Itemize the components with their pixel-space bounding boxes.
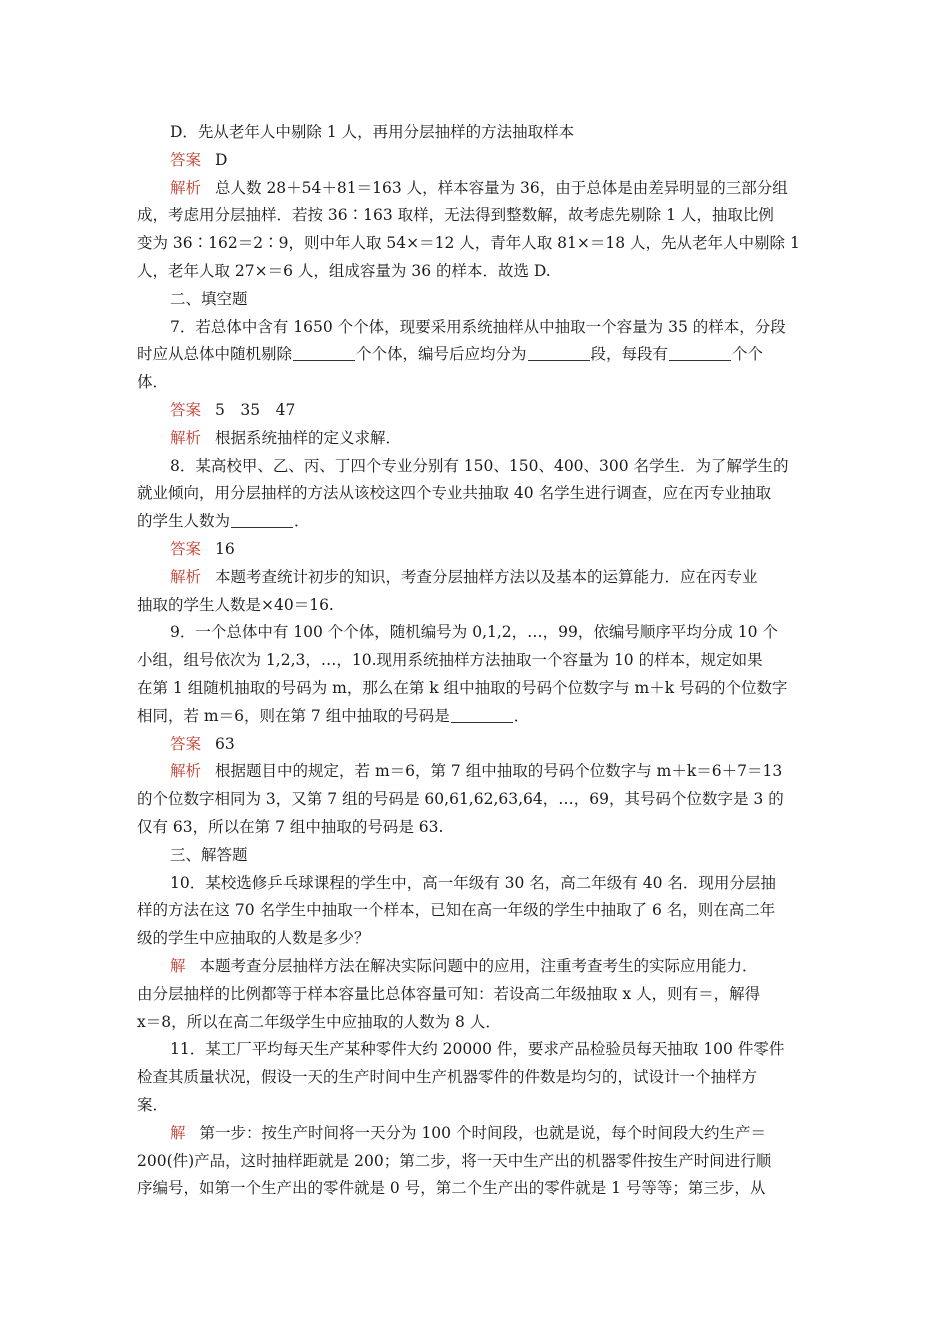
- line-text: 级的学生中应抽取的人数是多少？: [137, 929, 370, 947]
- line-text: x＝8，所以在高二年级学生中应抽取的人数为 8 人．: [137, 1013, 501, 1031]
- text-line: [137, 924, 817, 952]
- text-line: [170, 174, 817, 202]
- line-text: 本题考查分层抽样方法在解决实际问题中的应用，注重考查考生的实际应用能力．: [199, 957, 758, 975]
- line-text: 相同，若 m＝6，则在第 7 组中抽取的号码是: [137, 707, 450, 725]
- line-text: 总人数 28＋54＋81＝163 人，样本容量为 36，由于总体是由差异明显的三部分组: [215, 179, 788, 197]
- text-line: [137, 702, 817, 730]
- text-line: [137, 340, 817, 368]
- line-text: 本题考查统计初步的知识，考查分层抽样方法以及基本的运算能力．应在丙专业: [215, 568, 758, 586]
- text-line: [170, 285, 817, 313]
- line-text: 小组，组号依次为 1,2,3，…，10.现用系统抽样方法抽取一个容量为 10 的样本，规定如果: [137, 651, 763, 669]
- answer-blank: [669, 344, 731, 361]
- line-text: 根据系统抽样的定义求解．: [215, 429, 402, 447]
- section-label: 解析: [170, 429, 202, 447]
- line-text: 抽取的学生人数是×40＝16.: [137, 596, 334, 614]
- line-text: 7．若总体中含有 1650 个个体，现要采用系统抽样从中抽取一个容量为 35 的样本，分段: [170, 318, 786, 336]
- line-text: 段，每段有: [590, 345, 669, 363]
- section-label: 解: [170, 1124, 186, 1142]
- section-label: 答案: [170, 540, 202, 558]
- text-line: [170, 424, 817, 452]
- line-text: 个个体，编号后应均分为: [356, 345, 527, 363]
- section-label: 解析: [170, 568, 202, 586]
- section-label: 答案: [170, 151, 202, 169]
- line-text: 10．某校选修乒乓球课程的学生中，高一年级有 30 名，高二年级有 40 名．现用分层抽: [170, 874, 776, 892]
- line-text: ．: [513, 707, 530, 725]
- line-text: 的个位数字相同为 3，又第 7 组的号码是 60,61,62,63,64，…，69，其号码个位数字是 3 的: [137, 790, 784, 808]
- text-line: [170, 757, 817, 785]
- section-label: 答案: [170, 735, 202, 753]
- text-line: [170, 841, 817, 869]
- text-line: [137, 896, 817, 924]
- line-text: ．: [294, 512, 310, 530]
- text-line: [137, 813, 817, 841]
- text-line: [137, 591, 817, 619]
- line-text: 16: [215, 540, 235, 558]
- text-line: [137, 229, 817, 257]
- section-label: 解: [170, 957, 186, 975]
- text-line: [137, 201, 817, 229]
- line-text: 成，考虑用分层抽样．若按 36∶163 取样，无法得到整数解，故考虑先剔除 1 人，抽取比例: [137, 206, 774, 224]
- text-line: [137, 1174, 817, 1202]
- section-label: 解析: [170, 762, 202, 780]
- text-line: [137, 674, 817, 702]
- line-text: 11．某工厂平均每天生产某种零件大约 20000 件，要求产品检验员每天抽取 100 件零件: [170, 1040, 785, 1058]
- text-line: [170, 1035, 817, 1063]
- section-label: 解析: [170, 179, 202, 197]
- text-line: [137, 1147, 817, 1175]
- text-line: [137, 1091, 817, 1119]
- line-text: 由分层抽样的比例都等于样本容量比总体容量可知：若设高二年级抽取 x 人，则有＝，解得: [137, 985, 761, 1003]
- line-text: 根据题目中的规定，若 m＝6，第 7 组中抽取的号码个位数字与 m＋k＝6＋7＝13: [215, 762, 783, 780]
- line-text: 变为 36∶162＝2∶9，则中年人取 54×＝12 人，青年人取 81×＝18 人，先从老年人中剔除 1: [137, 234, 800, 252]
- line-text: 序编号，如第一个生产出的零件就是 0 号，第二个生产出的零件就是 1 号等等；第三步，从: [137, 1179, 766, 1197]
- line-text: 二、填空题: [170, 290, 248, 308]
- text-line: [170, 869, 817, 897]
- line-text: D．先从老年人中剔除 1 人，再用分层抽样的方法抽取样本: [170, 123, 575, 141]
- line-text: 在第 1 组随机抽取的号码为 m，那么在第 k 组中抽取的号码个位数字与 m＋k 号码的个位数字: [137, 679, 788, 697]
- text-line: [137, 507, 817, 535]
- text-line: [137, 368, 817, 396]
- line-text: 时应从总体中随机剔除: [137, 345, 293, 363]
- line-text: 个个: [732, 345, 764, 363]
- line-text: 的学生人数为: [137, 512, 231, 530]
- text-line: [137, 1063, 817, 1091]
- text-line: [170, 313, 817, 341]
- line-text: 三、解答题: [170, 846, 248, 864]
- answer-blank: [451, 706, 513, 723]
- line-text: 人，老年人取 27×＝6 人，组成容量为 36 的样本．故选 D.: [137, 262, 551, 280]
- line-text: 就业倾向，用分层抽样的方法从该校这四个专业共抽取 40 名学生进行调查，应在丙专业抽取: [137, 484, 772, 502]
- section-label: 答案: [170, 401, 202, 419]
- text-line: [137, 1008, 817, 1036]
- line-text: D: [215, 151, 228, 169]
- answer-blank: [528, 344, 590, 361]
- line-text: 200(件)产品，这时抽样距就是 200；第二步，将一天中生产出的机器零件按生产时间进行顺: [137, 1152, 772, 1170]
- text-line: [170, 396, 817, 424]
- text-line: [170, 146, 817, 174]
- text-line: [170, 563, 817, 591]
- line-text: 案．: [137, 1096, 169, 1114]
- line-text: 仅有 63，所以在第 7 组中抽取的号码是 63.: [137, 818, 444, 836]
- line-text: 检查其质量状况，假设一天的生产时间中生产机器零件的件数是均匀的，试设计一个抽样方: [137, 1068, 758, 1086]
- line-text: 样的方法在这 70 名学生中抽取一个样本，已知在高一年级的学生中抽取了 6 名，则在高二年: [137, 901, 776, 919]
- text-line: [170, 730, 817, 758]
- answer-blank: [231, 511, 293, 528]
- text-line: [137, 785, 817, 813]
- text-line: [137, 980, 817, 1008]
- line-text: 8．某高校甲、乙、丙、丁四个专业分别有 150、150、400、300 名学生．为了解学生的: [170, 457, 789, 475]
- text-line: [170, 618, 817, 646]
- text-line: [170, 1119, 817, 1147]
- line-text: 第一步：按生产时间将一天分为 100 个时间段，也就是说，每个时间段大约生产＝: [199, 1124, 766, 1142]
- text-line: [170, 952, 817, 980]
- answer-blank: [293, 344, 355, 361]
- text-line: [170, 535, 817, 563]
- line-text: 63: [215, 735, 235, 753]
- text-line: [170, 452, 817, 480]
- text-line: [137, 479, 817, 507]
- text-line: [137, 257, 817, 285]
- line-text: 9．一个总体中有 100 个个体，随机编号为 0,1,2，…，99，依编号顺序平均分成 10 个: [170, 623, 778, 641]
- text-line: [170, 118, 817, 146]
- line-text: 5 35 47: [215, 401, 296, 419]
- text-line: [137, 646, 817, 674]
- line-text: 体．: [137, 373, 169, 391]
